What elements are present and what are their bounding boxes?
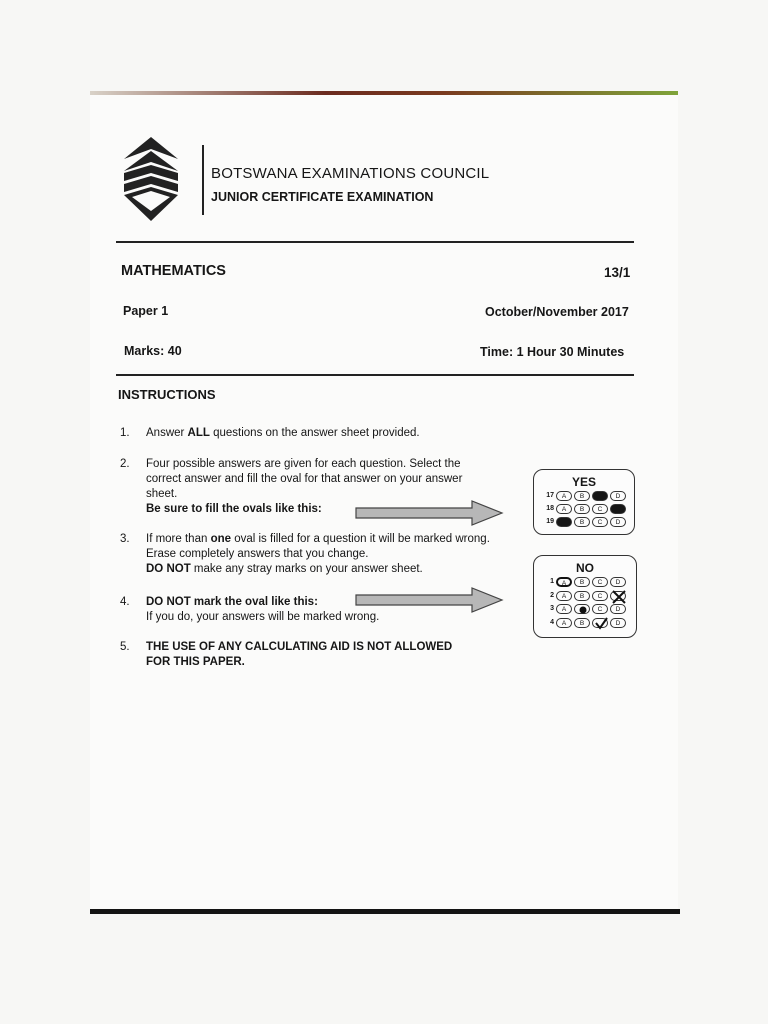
yes-answer-row bbox=[540, 516, 628, 528]
instruction-number: 5. bbox=[120, 641, 130, 653]
top-rule bbox=[116, 241, 634, 243]
yes-example-box bbox=[533, 469, 635, 535]
instruction-text: If more than one oval is filled for a question it will be marked wrong. bbox=[146, 533, 490, 545]
answer-oval: B bbox=[574, 577, 590, 587]
paper-code: 13/1 bbox=[604, 265, 631, 280]
answer-oval: A bbox=[556, 591, 572, 601]
answer-oval: D bbox=[610, 517, 626, 527]
answer-oval: C bbox=[592, 591, 608, 601]
instruction-text: FOR THIS PAPER. bbox=[146, 656, 245, 668]
question-number: 19 bbox=[546, 518, 554, 525]
paper-number: Paper 1 bbox=[123, 304, 169, 318]
question-number: 17 bbox=[546, 492, 554, 499]
answer-oval: A bbox=[556, 504, 572, 514]
answer-oval: C bbox=[592, 504, 608, 514]
exam-time: Time: 1 Hour 30 Minutes bbox=[480, 345, 625, 359]
answer-oval bbox=[574, 604, 590, 614]
instructions-heading: INSTRUCTIONS bbox=[118, 387, 216, 402]
answer-oval: C bbox=[592, 517, 608, 527]
answer-oval bbox=[610, 504, 626, 514]
instruction-number: 2. bbox=[120, 458, 130, 470]
header-divider bbox=[202, 145, 204, 215]
exam-name: JUNIOR CERTIFICATE EXAMINATION bbox=[211, 190, 434, 204]
question-number: 2 bbox=[550, 591, 554, 599]
answer-oval: A bbox=[556, 618, 572, 628]
page-bottom-edge bbox=[90, 909, 680, 914]
answer-oval: C bbox=[592, 577, 608, 587]
answer-oval: A bbox=[556, 491, 572, 501]
answer-oval: D bbox=[610, 604, 626, 614]
no-answer-row bbox=[540, 590, 628, 602]
no-answer-row bbox=[540, 603, 628, 615]
instruction-text: Be sure to fill the ovals like this: bbox=[146, 503, 322, 515]
answer-oval: A bbox=[556, 577, 572, 587]
no-answer-row bbox=[540, 576, 628, 588]
answer-oval bbox=[592, 491, 608, 501]
page-top-edge bbox=[90, 91, 678, 95]
subject: MATHEMATICS bbox=[121, 263, 226, 279]
answer-oval: B bbox=[574, 491, 590, 501]
bec-logo bbox=[124, 137, 178, 221]
instruction-number: 1. bbox=[120, 427, 130, 439]
instruction-text: Answer ALL questions on the answer sheet provided. bbox=[146, 427, 420, 439]
question-number: 1 bbox=[550, 578, 554, 585]
instruction-5 bbox=[120, 639, 500, 673]
answer-oval: B bbox=[574, 517, 590, 527]
answer-oval bbox=[556, 517, 572, 527]
instruction-1 bbox=[120, 425, 480, 443]
answer-oval: B bbox=[574, 504, 590, 514]
arrow-to-no bbox=[354, 586, 504, 614]
instruction-text: sheet. bbox=[146, 488, 178, 500]
no-title: NO bbox=[576, 561, 594, 575]
total-marks: Marks: 40 bbox=[124, 344, 182, 358]
answer-oval: C bbox=[592, 604, 608, 614]
answer-oval: A bbox=[556, 604, 572, 614]
answer-oval: D bbox=[610, 577, 626, 587]
answer-oval: B bbox=[574, 591, 590, 601]
instruction-text: correct answer and fill the oval for that answer on your answer bbox=[146, 473, 463, 485]
question-number: 18 bbox=[546, 505, 554, 512]
answer-oval: D bbox=[610, 618, 626, 628]
answer-oval bbox=[610, 591, 626, 601]
answer-oval bbox=[592, 618, 608, 628]
bottom-rule bbox=[116, 374, 634, 376]
answer-oval: B bbox=[574, 618, 590, 628]
yes-answer-row bbox=[540, 490, 628, 502]
instruction-number: 4. bbox=[120, 596, 130, 608]
instruction-3 bbox=[120, 531, 520, 581]
council-name: BOTSWANA EXAMINATIONS COUNCIL bbox=[211, 165, 490, 182]
instruction-text: Erase completely answers that you change. bbox=[146, 548, 369, 560]
question-number: 3 bbox=[550, 605, 554, 612]
instruction-text: Four possible answers are given for each question. Select the bbox=[146, 458, 461, 470]
answer-oval: D bbox=[610, 491, 626, 501]
instruction-text: THE USE OF ANY CALCULATING AID IS NOT ALLOWED bbox=[146, 641, 453, 653]
instruction-text: DO NOT make any stray marks on your answer sheet. bbox=[146, 563, 423, 575]
no-example-box bbox=[533, 555, 637, 638]
yes-title: YES bbox=[571, 475, 596, 489]
question-number: 4 bbox=[550, 618, 554, 626]
arrow-to-yes bbox=[354, 499, 504, 527]
no-answer-row bbox=[540, 617, 628, 629]
instruction-text: If you do, your answers will be marked wrong. bbox=[146, 611, 380, 623]
instruction-number: 3. bbox=[120, 533, 130, 545]
instruction-text: DO NOT mark the oval like this: bbox=[146, 596, 318, 608]
yes-answer-row bbox=[540, 503, 628, 515]
exam-session: October/November 2017 bbox=[485, 305, 629, 319]
